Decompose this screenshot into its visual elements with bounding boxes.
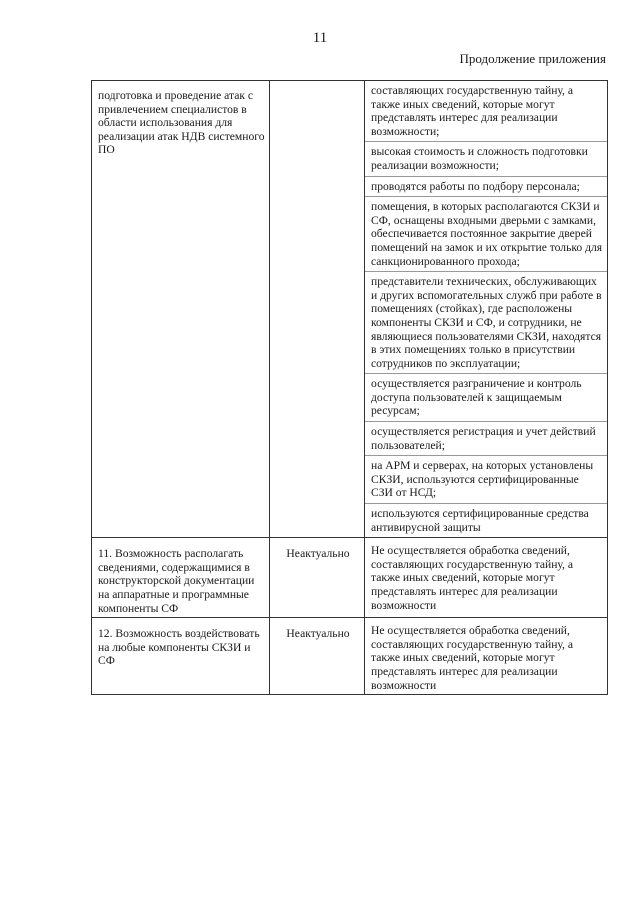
measure-item: представители технических, обслуживающих и других вспомогательных служб при работе в помещениях (стойках), где расположены компоненты СКЗИ и СФ, и сотрудники, не являющиеся пользователями СКЗИ, находятся в этих помещениях только в присутствии сотрудников по эксплуатации; (365, 272, 607, 374)
measure-cell: Не осуществляется обработка сведений, составляющих государственную тайну, а также иных сведений, которые могут представлять интерес для реализации возможности (365, 538, 608, 618)
status-cell (270, 81, 365, 538)
threat-cell: подготовка и проведение атак с привлечением специалистов в области использования для реализации атак НДВ системного ПО (92, 81, 270, 538)
status-cell: Неактуально (270, 618, 365, 695)
measure-item: проводятся работы по подбору персонала; (365, 177, 607, 198)
table-row (92, 538, 608, 618)
measure-item: осуществляется разграничение и контроль доступа пользователей к защищаемым ресурсам; (365, 374, 607, 422)
measure-cell: Не осуществляется обработка сведений, составляющих государственную тайну, а также иных сведений, которые могут представлять интерес для реализации возможности (365, 618, 608, 695)
measure-item: составляющих государственную тайну, а также иных сведений, которые могут представлять интерес для реализации возможности; (365, 81, 607, 142)
threat-table (91, 80, 608, 695)
table-row (92, 618, 608, 695)
measure-item: высокая стоимость и сложность подготовки реализации возможности; (365, 142, 607, 176)
status-cell: Неактуально (270, 538, 365, 618)
measure-item: помещения, в которых располагаются СКЗИ и СФ, оснащены входными дверьми с замками, обеспечивается постоянное закрытие дверей помещений на замок и их открытие только для санкционированного прохода; (365, 197, 607, 272)
page-number: 11 (312, 30, 328, 46)
threat-cell: 12. Возможность воздействовать на любые компоненты СКЗИ и СФ (92, 618, 270, 695)
measure-item: осуществляется регистрация и учет действий пользователей; (365, 422, 607, 456)
measure-item: используются сертифицированные средства антивирусной защиты (371, 507, 589, 534)
continuation-label: Продолжение приложения (459, 51, 606, 66)
table-row (92, 81, 608, 538)
measure-item: на АРМ и серверах, на которых установлены СКЗИ, используются сертифицированные СЗИ от НСД; (365, 456, 607, 504)
measures-cell (365, 81, 608, 538)
threat-cell: 11. Возможность располагать сведениями, содержащимися в конструкторской документации на аппаратные и программные компоненты СФ (92, 538, 270, 618)
